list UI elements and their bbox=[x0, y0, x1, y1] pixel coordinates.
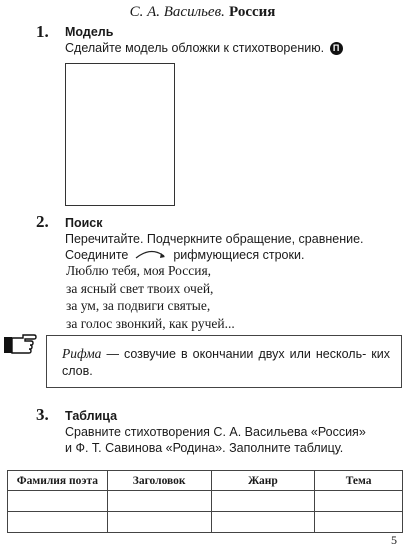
table-cell[interactable] bbox=[211, 491, 315, 512]
task-2-rhyme-label: рифмующиеся строки. bbox=[173, 248, 305, 262]
connecting-arc-icon bbox=[134, 248, 168, 260]
task-3-line-2: и Ф. Т. Савинова «Родина». Заполните таблицу. bbox=[65, 441, 344, 455]
task-2-line-2 bbox=[65, 247, 403, 263]
comparison-table bbox=[7, 470, 403, 533]
task-1-text: Сделайте модель обложки к стихотворению. bbox=[65, 41, 325, 55]
table-row bbox=[8, 491, 403, 512]
column-header: Фамилия поэта bbox=[8, 471, 108, 491]
task-2-heading: Поиск bbox=[65, 216, 103, 230]
poem-line[interactable]: за ум, за подвиги святые, bbox=[66, 298, 211, 313]
task-1-heading: Модель bbox=[65, 25, 114, 39]
task-2-number: 2. bbox=[36, 212, 49, 231]
task-3-line-1: Сравните стихотворения С. А. Васильева «Россия» bbox=[65, 425, 366, 439]
table-cell[interactable] bbox=[315, 512, 403, 533]
table-cell[interactable] bbox=[8, 491, 108, 512]
poem-line[interactable]: за голос звонкий, как ручей... bbox=[66, 315, 235, 331]
poem-line[interactable]: за ясный свет твоих очей, bbox=[66, 280, 214, 296]
table-cell[interactable] bbox=[107, 512, 211, 533]
table-cell[interactable] bbox=[211, 512, 315, 533]
pointing-hand-icon bbox=[3, 331, 37, 357]
task-2-line-1: Перечитайте. Подчеркните обращение, сравнение. bbox=[65, 232, 364, 246]
page-header bbox=[0, 3, 405, 21]
task-1-instruction bbox=[65, 40, 405, 56]
author-name: С. А. Васильев. bbox=[129, 4, 225, 20]
task-3-heading: Таблица bbox=[65, 409, 118, 423]
poem-line[interactable]: Люблю тебя, моя Россия, bbox=[66, 263, 212, 278]
column-header: Жанр bbox=[211, 471, 315, 491]
poem-title: Россия bbox=[229, 4, 276, 20]
rhyme-term: Рифма bbox=[62, 346, 102, 361]
task-1-number: 1. bbox=[36, 22, 49, 41]
rhyme-definition bbox=[62, 345, 390, 380]
column-header: Тема bbox=[315, 471, 403, 491]
table-row bbox=[8, 512, 403, 533]
table-header-row bbox=[8, 471, 403, 491]
task-3-number: 3. bbox=[36, 405, 49, 424]
table-cell[interactable] bbox=[315, 491, 403, 512]
cover-drawing-box[interactable] bbox=[65, 63, 175, 206]
column-header: Заголовок bbox=[107, 471, 211, 491]
pair-work-icon: П bbox=[330, 42, 343, 55]
table-cell[interactable] bbox=[8, 512, 108, 533]
page-number: 5 bbox=[391, 533, 397, 547]
rhyme-definition-text: — созвучие в окончании двух или несколь- ких слов. bbox=[62, 347, 390, 378]
poem-excerpt bbox=[66, 262, 235, 332]
table-cell[interactable] bbox=[107, 491, 211, 512]
task-2-connect-label: Соедините bbox=[65, 248, 129, 262]
